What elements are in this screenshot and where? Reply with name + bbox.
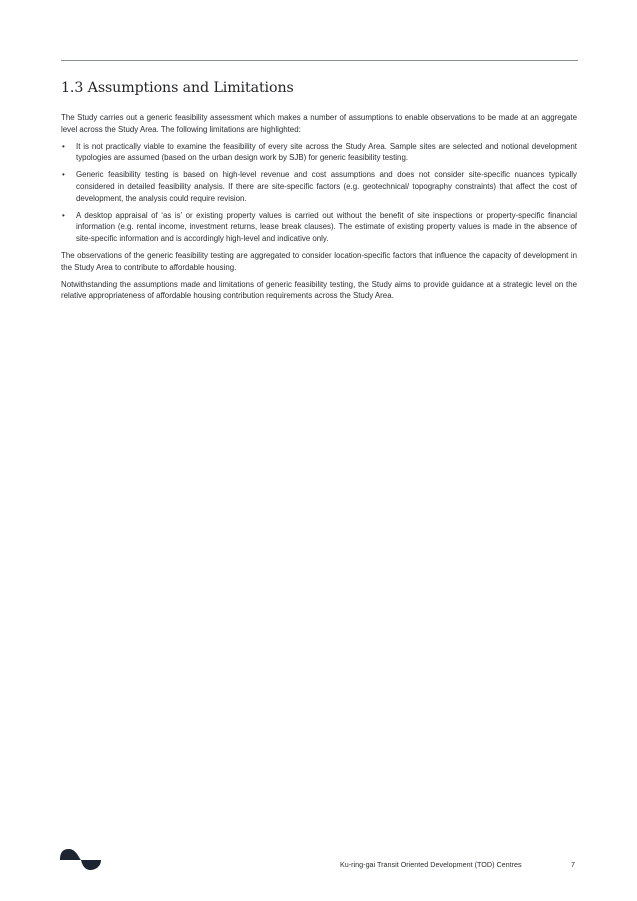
- footer-document-title: Ku-ring-gai Transit Oriented Development (TOD) Centres: [340, 860, 522, 869]
- wave-logo-icon: [60, 849, 102, 871]
- bullet-icon: •: [62, 170, 65, 180]
- list-item-text: Generic feasibility testing is based on high-level revenue and cost assumptions and does not consider site-specific nuances typically considered in detailed feasibility analysis. If there are site-specific factors (e.g. geotechnical/ topography constraints) that affect the cost of development, the analysis could require revision.: [76, 170, 577, 203]
- list-item-text: It is not practically viable to examine the feasibility of every site across the Study Area. Sample sites are selected and notional development typologies are assumed (based on the urban design work by SJB) for generic feasibility testing.: [76, 141, 577, 163]
- intro-paragraph: The Study carries out a generic feasibility assessment which makes a number of assumptions to enable observations to be made at an aggregate level across the Study Area. The following limitations are highlighted:: [61, 113, 577, 134]
- observations-paragraph: The observations of the generic feasibility testing are aggregated to consider location-specific factors that influence the capacity of development in the Study Area to contribute to affordable housing.: [61, 250, 577, 272]
- list-item: [61, 141, 577, 164]
- list-item: [61, 169, 577, 204]
- page-number: 7: [571, 860, 575, 869]
- limitations-list: [61, 141, 577, 245]
- list-item: [61, 210, 577, 245]
- bullet-icon: •: [62, 210, 65, 220]
- header-rule: [61, 60, 578, 61]
- list-item-text: A desktop appraisal of ‘as is’ or existing property values is carried out without the benefit of site inspections or property-specific financial information (e.g. rental income, investment returns, lease break clauses). The estimate of existing property values is made in the absence of site-specific information and is accordingly high-level and indicative only.: [76, 210, 577, 243]
- section-body: [61, 112, 577, 307]
- guidance-paragraph: Notwithstanding the assumptions made and limitations of generic feasibility testing, the Study aims to provide guidance at a strategic level on the relative appropriateness of affordable housing contribution requirements across the Study Area.: [61, 279, 577, 301]
- section-heading: 1.3 Assumptions and Limitations: [61, 80, 294, 96]
- bullet-icon: •: [62, 141, 65, 151]
